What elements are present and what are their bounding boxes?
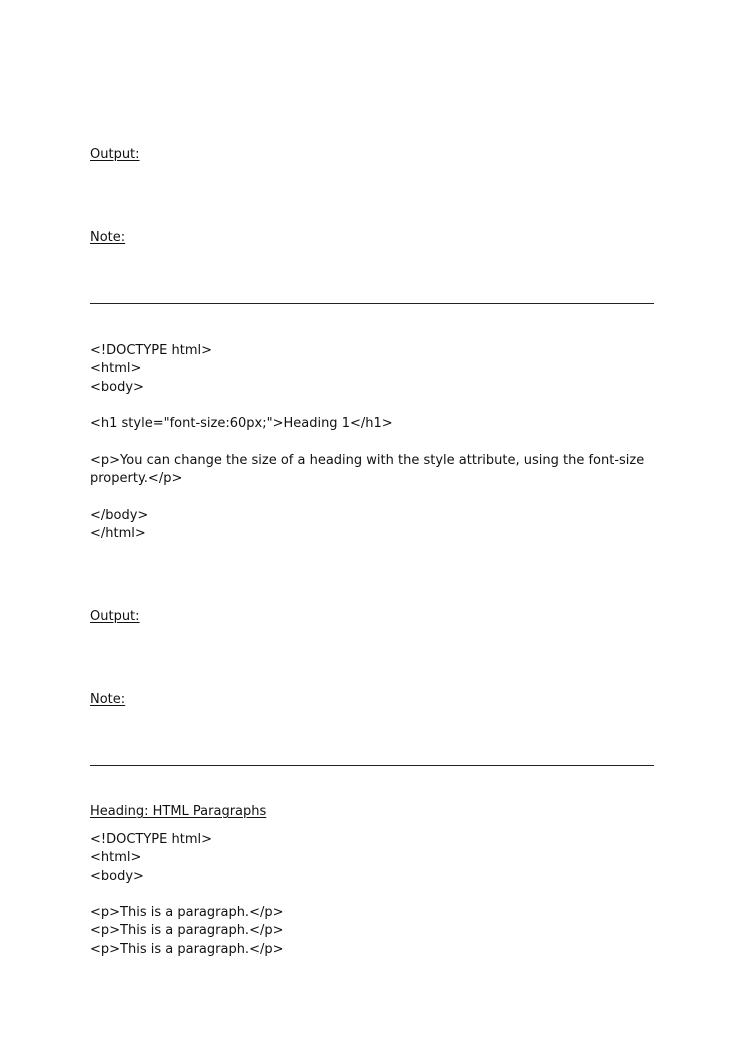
code-line: <html> [90, 361, 142, 377]
code-line: <h1 style="font-size:60px;">Heading 1</h1> [90, 416, 393, 432]
output-label: Output: [90, 609, 140, 624]
code-line: <p>This is a paragraph.</p> [90, 923, 284, 939]
section-divider [90, 765, 654, 766]
code-line [90, 886, 650, 904]
output-label: Output: [90, 147, 140, 162]
code-line: <p>You can change the size of a heading with the style attribute, using the font-size property.</p> [90, 452, 649, 487]
section-heading: Heading: HTML Paragraphs [90, 804, 267, 819]
code-line: <p>This is a paragraph.</p> [90, 941, 284, 957]
section-divider [90, 303, 654, 304]
code-example-paragraphs [90, 831, 650, 959]
code-line: <body> [90, 379, 144, 395]
code-line: <!DOCTYPE html> [90, 343, 212, 358]
code-line [90, 488, 650, 506]
code-line: </html> [90, 525, 146, 541]
code-line [90, 397, 650, 415]
note-label: Note: [90, 230, 126, 245]
code-line: </body> [90, 507, 149, 523]
code-example-heading-size [90, 342, 650, 543]
code-line: <body> [90, 868, 144, 884]
note-label: Note: [90, 692, 126, 707]
code-line [90, 433, 650, 451]
code-line: <!DOCTYPE html> [90, 832, 212, 847]
code-line: <html> [90, 850, 142, 866]
code-line: <p>This is a paragraph.</p> [90, 905, 284, 921]
